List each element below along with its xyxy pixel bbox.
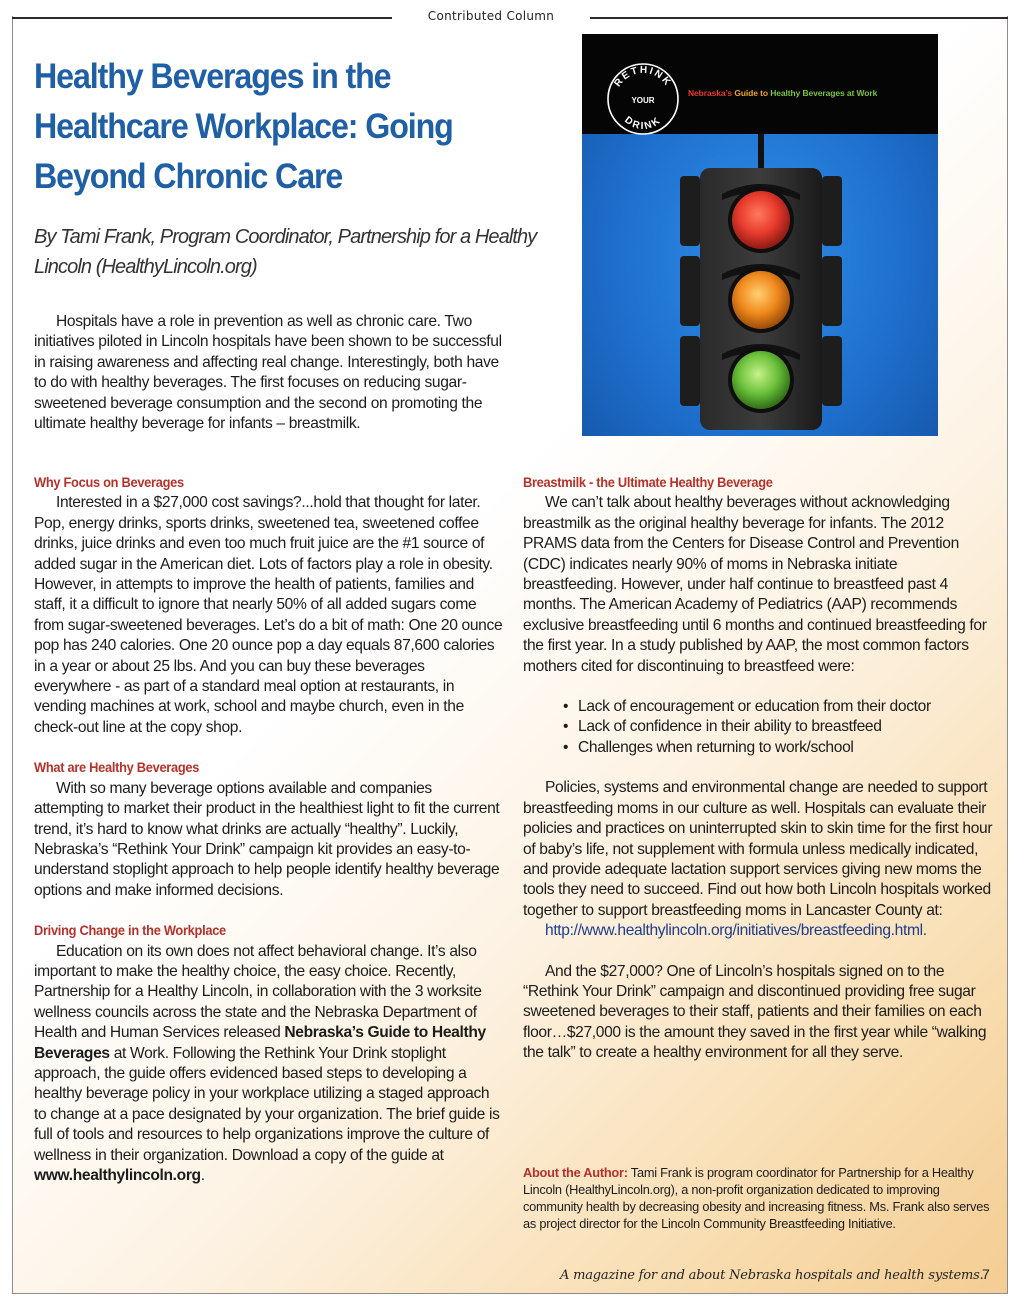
section-text-driving [34,942,504,1187]
left-column [34,473,504,1186]
about-author-heading: About the Author: [523,1165,628,1180]
logo-word-drink: DRINK [622,114,664,133]
section-text-why: Interested in a $27,000 cost savings?...hold that thought for later. Pop, energy drinks, sports drinks, sweetened tea, sweetened coffee drinks, juice drinks and even too much fruit juice are the #1 source of added sugar in the American diet. Lots of factors play a role in obesity. However, in attempts to improve the health of patients, families and staff, it a difficult to ignore that nearly 50% of all added sugars come from sugar-sweetened beverages. Let’s do a bit of math: One 20 ounce pop has 240 calories. One 20 ounce pop a day equals 87,600 calories in a year or about 25 lbs. And you can buy these beverages everywhere - as part of a standard meal option at restaurants, in vending machines at work, school and maybe church, even in the check-out line at the copy shop. [34,494,503,736]
breastfeeding-initiative-link[interactable]: http://www.healthylincoln.org/initiatives/breastfeeding.html. [545,922,927,940]
cover-title-part2: Guide to [734,88,771,98]
green-light [732,351,790,409]
light-pole [758,134,764,168]
traffic-light-illustration [582,34,938,436]
guide-title-bold: Nebraska’s Guide to Healthy Beverages [34,1024,486,1062]
section-text-policy: Policies, systems and environmental change are needed to support breastfeeding moms in our culture as well. Hospitals can evaluate their policies and practices on uninterrupted skin to skin time for the first hour of baby’s life, not supplement with formula unless medically indicated, and provide adequate lactation support services giving new moms the tools they need to succeed. Find out how both Lincoln hospitals worked together to support breastfeeding moms in Lancaster County at: [523,779,993,919]
light-side-panel-right [822,176,842,246]
article-title: Healthy Beverages in the Healthcare Workplace: Going Beyond Chronic Care [34,57,453,196]
orange-light [732,271,790,329]
list-item: • Lack of confidence in their ability to breastfeed [563,717,993,737]
list-item: • Lack of encouragement or education from their doctor [563,697,993,717]
section-heading-breastmilk: Breastmilk - the Ultimate Healthy Beverage [523,475,773,490]
driving-text-after: . [200,1167,205,1184]
intro-paragraph: Hospitals have a role in prevention as well as chronic care. Two initiatives piloted in Lincoln hospitals have been shown to be successful in raising awareness and affecting real change. Interestingly, both have to do with healthy beverages. The first focuses on reducing sugar-sweetened beverage consumption and the second on promoting the ultimate healthy beverage for infants – breastmilk. [34,313,502,433]
factors-list [523,697,993,758]
header-rule-left [12,17,392,19]
column-label: Contributed Column [427,9,555,23]
article-byline: By Tami Frank, Program Coordinator, Partnership for a Healthy Lincoln (HealthyLincoln.org) [34,226,537,278]
section-heading-why: Why Focus on Beverages [34,475,184,490]
intro-block [34,312,512,434]
section-text-breastmilk: We can’t talk about healthy beverages without acknowledging breastmilk as the original healthy beverage for infants. The 2012 PRAMS data from the Centers for Disease Control and Prevention (CDC) indicates nearly 90% of moms in Nebraska initiate breastfeeding. However, under half continue to breastfeed past 4 months. The American Academy of Pediatrics (AAP) recommends exclusive breastfeeding until 6 months and continued breastfeeding for the first year. In a study published by AAP, the most common factors mothers cited for discontinuing to breastfeed were: [523,494,987,675]
logo-word-your: YOUR [631,96,655,105]
section-heading-what: What are Healthy Beverages [34,760,200,776]
page-number: 7 [982,1266,990,1282]
driving-text-middle: at Work. Following the Rethink Your Drink stoplight approach, the guide offers evidenced based steps to developing a healthy beverage policy in your workplace utilizing a staged approach to change at a pace designated by your organization. The brief guide is full of tools and resources to help organizations improve the culture of wellness in their organization. Download a copy of the guide at [34,1044,500,1164]
right-column [523,473,993,1064]
section-heading-driving: Driving Change in the Workplace [34,923,226,939]
guide-cover-image [582,34,938,436]
light-side-panel-left [680,176,700,246]
cover-title-part3: Healthy Beverages at Work [770,88,878,98]
driving-text-before: Education on its own does not affect behavioral change. It’s also important to make the healthy choice, the easy choice. Recently, Partnership for a Healthy Lincoln, in collaboration with the 3 worksite wellness councils across the state and the Nebraska Department of Health and Human Services released [34,942,482,1042]
about-author-text: Tami Frank is program coordinator for Partnership for a Healthy Lincoln (HealthyLincoln.org), a non-profit organization dedicated to improving community health by decreasing obesity and increasing fitness. Ms. Frank also serves as project director for the Lincoln Community Breastfeeding Initiative. [523,1165,990,1231]
red-light [732,191,790,249]
logo-word-rethink: RETHINK [612,64,674,90]
footer-tagline: A magazine for and about Nebraska hospitals and health systems. [560,1268,984,1283]
section-text-what: With so many beverage options available and companies attempting to market their product in the healthiest light to fit the current trend, it’s hard to know what drinks are actually “healthy”. Luckily, Nebraska’s “Rethink Your Drink” campaign kit provides an easy-to-understand stoplight approach to help people identify healthy beverage options and make informed decisions. [34,779,500,899]
list-item: • Challenges when returning to work/school [563,738,993,758]
section-text-savings: And the $27,000? One of Lincoln’s hospitals signed on to the “Rethink Your Drink” campaign and discontinued providing free sugar sweetened beverages to their staff, patients and their families on each floor…$27,000 is the amount they saved in the first year while “walking the talk” to create a healthy environment for all they serve. [523,962,987,1062]
cover-title-part1: Nebraska’s [688,88,735,98]
header-rule-right [590,17,1008,19]
about-author [523,1164,993,1232]
healthylincoln-link[interactable]: www.healthylincoln.org [34,1167,201,1184]
